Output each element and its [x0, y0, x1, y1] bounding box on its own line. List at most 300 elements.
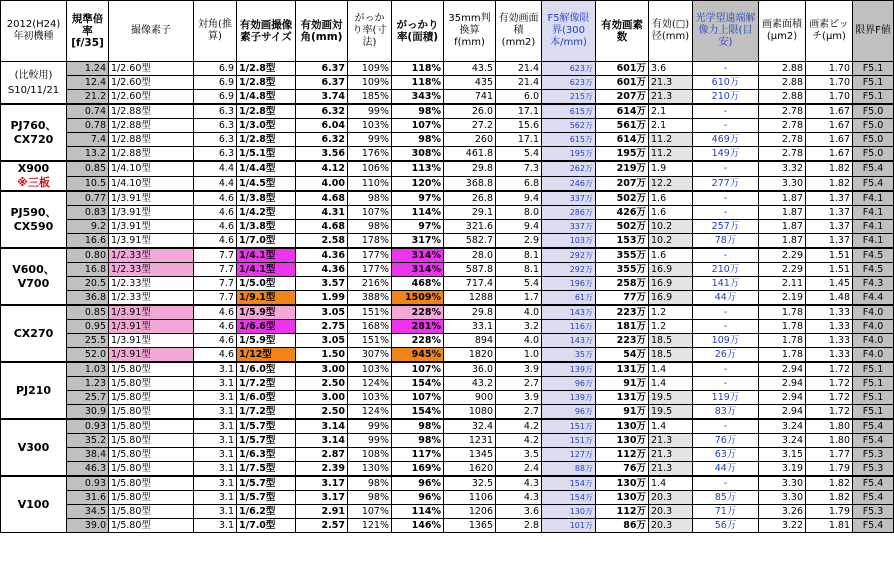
model-name: V300 [17, 440, 50, 454]
cell-pixel-area: 2.88 [759, 90, 806, 105]
cell-f5-limit: 337万 [542, 191, 596, 206]
cell-diagonal: 6.3 [194, 104, 237, 119]
cell-limit-f: F4.1 [853, 220, 894, 234]
cell-aperture: 10.2 [649, 220, 693, 234]
cell-pixel-area: 3.24 [759, 419, 806, 434]
cell-diagonal: 6.3 [194, 133, 237, 147]
cell-pixel-pitch: 1.70 [806, 76, 853, 90]
cell-effective-size: 1/4.5型 [237, 176, 296, 191]
cell-aperture: 20.3 [649, 519, 693, 533]
cell-focal-35mm: 33.1 [444, 320, 496, 334]
cell-loss-dim: 108% [348, 448, 392, 462]
cell-effective-diag: 2.75 [296, 320, 348, 334]
cell-pixel-pitch: 1.33 [806, 348, 853, 363]
table-row [1, 462, 894, 477]
model-cell [1, 161, 67, 191]
cell-optical-limit: 257万 [693, 220, 759, 234]
cell-aperture: 2.1 [649, 104, 693, 119]
cell-effective-diag: 2.39 [296, 462, 348, 477]
cell-pixels: 131万 [596, 391, 649, 405]
cell-ratio: 1.23 [67, 377, 109, 391]
cell-sensor: 1/5.80型 [109, 519, 194, 533]
cell-optical-limit: - [693, 161, 759, 176]
cell-pixels: 207万 [596, 176, 649, 191]
table-row [1, 277, 894, 291]
cell-limit-f: F5.4 [853, 176, 894, 191]
cell-aperture: 21.3 [649, 462, 693, 477]
cell-f5-limit: 127万 [542, 448, 596, 462]
cell-loss-dim: 216% [348, 277, 392, 291]
cell-loss-area: 343% [392, 90, 444, 105]
cell-diagonal: 7.7 [194, 291, 237, 306]
table-body [1, 62, 894, 533]
cell-pixel-pitch: 1.82 [806, 491, 853, 505]
cell-f5-limit: 215万 [542, 90, 596, 105]
table-row [1, 434, 894, 448]
cell-loss-area: 98% [392, 434, 444, 448]
cell-area: 21.4 [496, 76, 542, 90]
cell-sensor: 1/2.60型 [109, 76, 194, 90]
table-row [1, 191, 894, 206]
cell-area: 6.8 [496, 176, 542, 191]
cell-pixel-area: 3.24 [759, 434, 806, 448]
cell-sensor: 1/5.80型 [109, 448, 194, 462]
cell-loss-area: 96% [392, 491, 444, 505]
table-row [1, 519, 894, 533]
cell-optical-limit: 76万 [693, 434, 759, 448]
cell-area: 17.1 [496, 104, 542, 119]
cell-f5-limit: 286万 [542, 206, 596, 220]
cell-aperture: 1.6 [649, 248, 693, 263]
cell-optical-limit: - [693, 305, 759, 320]
cell-optical-limit: - [693, 104, 759, 119]
cell-diagonal: 4.6 [194, 206, 237, 220]
cell-f5-limit: 139万 [542, 362, 596, 377]
cell-sensor: 1/4.10型 [109, 161, 194, 176]
cell-loss-area: 146% [392, 519, 444, 533]
cell-f5-limit: 154万 [542, 476, 596, 491]
cell-optical-limit: 71万 [693, 505, 759, 519]
cell-optical-limit: 119万 [693, 391, 759, 405]
table-row [1, 419, 894, 434]
cell-effective-size: 1/6.6型 [237, 320, 296, 334]
cell-effective-size: 1/7.2型 [237, 405, 296, 420]
cell-area: 3.2 [496, 320, 542, 334]
cell-loss-area: 107% [392, 391, 444, 405]
cell-limit-f: F5.0 [853, 147, 894, 162]
cell-loss-area: 281% [392, 320, 444, 334]
cell-ratio: 0.78 [67, 119, 109, 133]
cell-effective-size: 1/12型 [237, 348, 296, 363]
cell-effective-size: 1/9.1型 [237, 291, 296, 306]
table-row [1, 476, 894, 491]
cell-limit-f: F5.0 [853, 133, 894, 147]
cell-f5-limit: 246万 [542, 176, 596, 191]
cell-area: 2.7 [496, 377, 542, 391]
cell-loss-dim: 130% [348, 462, 392, 477]
cell-pixel-pitch: 1.72 [806, 377, 853, 391]
cell-limit-f: F5.1 [853, 362, 894, 377]
cell-diagonal: 4.6 [194, 305, 237, 320]
cell-area: 6.0 [496, 90, 542, 105]
header-optical-limit: 光学望遠端解像力上限(目安) [693, 1, 759, 62]
cell-loss-dim: 121% [348, 519, 392, 533]
cell-limit-f: F4.4 [853, 291, 894, 306]
cell-pixel-area: 2.94 [759, 362, 806, 377]
cell-area: 2.8 [496, 519, 542, 533]
cell-effective-size: 1/4.1型 [237, 248, 296, 263]
cell-effective-diag: 3.00 [296, 391, 348, 405]
cell-loss-area: 317% [392, 234, 444, 249]
cell-aperture: 21.3 [649, 76, 693, 90]
cell-area: 4.2 [496, 419, 542, 434]
cell-limit-f: F5.1 [853, 377, 894, 391]
header-row [1, 1, 894, 62]
cell-loss-area: 154% [392, 377, 444, 391]
cell-pixels: 223万 [596, 305, 649, 320]
header-aperture: 有効(□)径(mm) [649, 1, 693, 62]
cell-aperture: 1.4 [649, 377, 693, 391]
cell-ratio: 9.2 [67, 220, 109, 234]
cell-effective-diag: 4.31 [296, 206, 348, 220]
model-cell [1, 191, 67, 248]
cell-sensor: 1/3.91型 [109, 234, 194, 249]
cell-effective-size: 1/2.8型 [237, 104, 296, 119]
cell-aperture: 10.2 [649, 234, 693, 249]
cell-optical-limit: 610万 [693, 76, 759, 90]
cell-effective-size: 1/6.3型 [237, 448, 296, 462]
cell-optical-limit: 63万 [693, 448, 759, 462]
cell-focal-35mm: 1080 [444, 405, 496, 420]
cell-focal-35mm: 1365 [444, 519, 496, 533]
cell-optical-limit: 109万 [693, 334, 759, 348]
cell-f5-limit: 262万 [542, 161, 596, 176]
cell-loss-area: 113% [392, 161, 444, 176]
cell-area: 3.5 [496, 448, 542, 462]
cell-aperture: 16.9 [649, 277, 693, 291]
cell-sensor: 1/5.80型 [109, 405, 194, 420]
cell-loss-dim: 307% [348, 348, 392, 363]
cell-focal-35mm: 26.0 [444, 104, 496, 119]
cell-pixel-pitch: 1.70 [806, 90, 853, 105]
cell-loss-area: 97% [392, 220, 444, 234]
cell-f5-limit: 154万 [542, 491, 596, 505]
cell-loss-dim: 124% [348, 377, 392, 391]
cell-focal-35mm: 900 [444, 391, 496, 405]
cell-effective-diag: 4.12 [296, 161, 348, 176]
cell-pixels: 86万 [596, 519, 649, 533]
cell-ratio: 46.3 [67, 462, 109, 477]
cell-limit-f: F5.4 [853, 476, 894, 491]
cell-sensor: 1/3.91型 [109, 220, 194, 234]
cell-effective-diag: 6.37 [296, 62, 348, 76]
cell-focal-35mm: 1288 [444, 291, 496, 306]
cell-effective-diag: 3.00 [296, 362, 348, 377]
cell-f5-limit: 151万 [542, 434, 596, 448]
cell-limit-f: F5.4 [853, 434, 894, 448]
cell-loss-dim: 98% [348, 491, 392, 505]
cell-diagonal: 3.1 [194, 491, 237, 505]
cell-focal-35mm: 1231 [444, 434, 496, 448]
cell-diagonal: 3.1 [194, 519, 237, 533]
cell-pixels: 91万 [596, 377, 649, 391]
cell-limit-f: F4.1 [853, 191, 894, 206]
cell-loss-dim: 103% [348, 391, 392, 405]
cell-aperture: 1.6 [649, 191, 693, 206]
cell-diagonal: 3.1 [194, 434, 237, 448]
cell-loss-dim: 177% [348, 248, 392, 263]
cell-sensor: 1/5.80型 [109, 491, 194, 505]
cell-optical-limit: 469万 [693, 133, 759, 147]
cell-aperture: 18.5 [649, 334, 693, 348]
cell-diagonal: 7.7 [194, 263, 237, 277]
cell-aperture: 1.4 [649, 476, 693, 491]
cell-diagonal: 6.3 [194, 119, 237, 133]
cell-pixel-area: 2.94 [759, 391, 806, 405]
cell-pixel-area: 1.78 [759, 320, 806, 334]
cell-effective-size: 1/4.8型 [237, 90, 296, 105]
cell-optical-limit: - [693, 191, 759, 206]
cell-f5-limit: 623万 [542, 62, 596, 76]
cell-effective-diag: 2.57 [296, 519, 348, 533]
cell-f5-limit: 143万 [542, 305, 596, 320]
cell-limit-f: F5.0 [853, 119, 894, 133]
model-name: PJ760、 CX720 [10, 118, 57, 146]
cell-aperture: 20.3 [649, 491, 693, 505]
cell-pixels: 223万 [596, 334, 649, 348]
cell-pixel-area: 1.87 [759, 206, 806, 220]
cell-f5-limit: 615万 [542, 104, 596, 119]
cell-effective-size: 1/2.8型 [237, 133, 296, 147]
cell-pixels: 130万 [596, 491, 649, 505]
cell-loss-dim: 151% [348, 305, 392, 320]
cell-pixels: 181万 [596, 320, 649, 334]
model-cell [1, 248, 67, 305]
cell-sensor: 1/5.80型 [109, 462, 194, 477]
cell-aperture: 1.6 [649, 206, 693, 220]
cell-focal-35mm: 435 [444, 76, 496, 90]
cell-focal-35mm: 717.4 [444, 277, 496, 291]
table-row [1, 176, 894, 191]
cell-loss-dim: 103% [348, 362, 392, 377]
cell-diagonal: 3.1 [194, 419, 237, 434]
cell-effective-diag: 3.17 [296, 491, 348, 505]
cell-optical-limit: - [693, 419, 759, 434]
cell-effective-size: 1/4.4型 [237, 161, 296, 176]
cell-sensor: 1/5.80型 [109, 505, 194, 519]
table-row [1, 161, 894, 176]
cell-ratio: 21.2 [67, 90, 109, 105]
cell-diagonal: 7.7 [194, 277, 237, 291]
cell-ratio: 0.85 [67, 161, 109, 176]
cell-loss-dim: 103% [348, 119, 392, 133]
cell-loss-dim: 168% [348, 320, 392, 334]
cell-ratio: 0.93 [67, 476, 109, 491]
cell-sensor: 1/3.91型 [109, 320, 194, 334]
cell-limit-f: F5.3 [853, 505, 894, 519]
cell-pixel-pitch: 1.37 [806, 234, 853, 249]
cell-loss-dim: 98% [348, 191, 392, 206]
cell-effective-size: 1/3.8型 [237, 191, 296, 206]
cell-optical-limit: 85万 [693, 491, 759, 505]
cell-pixels: 502万 [596, 191, 649, 206]
cell-diagonal: 3.1 [194, 391, 237, 405]
cell-loss-dim: 388% [348, 291, 392, 306]
cell-ratio: 12.4 [67, 76, 109, 90]
table-row [1, 334, 894, 348]
cell-pixel-area: 2.78 [759, 147, 806, 162]
cell-effective-size: 1/7.0型 [237, 519, 296, 533]
cell-effective-diag: 6.32 [296, 104, 348, 119]
cell-loss-dim: 151% [348, 334, 392, 348]
cell-area: 4.3 [496, 491, 542, 505]
cell-pixel-area: 3.30 [759, 176, 806, 191]
cell-pixel-pitch: 1.72 [806, 362, 853, 377]
cell-area: 17.1 [496, 133, 542, 147]
cell-limit-f: F5.4 [853, 491, 894, 505]
table-row [1, 234, 894, 249]
cell-optical-limit: 56万 [693, 519, 759, 533]
cell-pixel-area: 2.88 [759, 76, 806, 90]
cell-pixel-area: 1.87 [759, 191, 806, 206]
cell-ratio: 13.2 [67, 147, 109, 162]
model-cell [1, 104, 67, 161]
cell-focal-35mm: 1820 [444, 348, 496, 363]
cell-aperture: 21.3 [649, 448, 693, 462]
cell-optical-limit: 78万 [693, 234, 759, 249]
cell-effective-diag: 4.36 [296, 263, 348, 277]
cell-diagonal: 7.7 [194, 248, 237, 263]
model-name: V100 [17, 497, 50, 511]
cell-loss-area: 114% [392, 206, 444, 220]
cell-pixels: 195万 [596, 147, 649, 162]
cell-pixel-pitch: 1.77 [806, 448, 853, 462]
cell-limit-f: F4.1 [853, 206, 894, 220]
cell-loss-dim: 176% [348, 147, 392, 162]
header-model: 2012(H24)年初機種 [1, 1, 67, 62]
cell-limit-f: F5.4 [853, 161, 894, 176]
table-row [1, 263, 894, 277]
cell-focal-35mm: 32.4 [444, 419, 496, 434]
cell-optical-limit: 44万 [693, 462, 759, 477]
cell-diagonal: 6.9 [194, 62, 237, 76]
table-row [1, 377, 894, 391]
cell-ratio: 16.6 [67, 234, 109, 249]
header-sensor: 撮像素子 [109, 1, 194, 62]
cell-loss-area: 117% [392, 448, 444, 462]
cell-ratio: 7.4 [67, 133, 109, 147]
cell-effective-size: 1/3.8型 [237, 220, 296, 234]
cell-pixel-pitch: 1.33 [806, 320, 853, 334]
cell-effective-diag: 3.14 [296, 434, 348, 448]
cell-pixel-area: 3.30 [759, 476, 806, 491]
cell-focal-35mm: 1106 [444, 491, 496, 505]
cell-ratio: 30.9 [67, 405, 109, 420]
cell-ratio: 25.7 [67, 391, 109, 405]
cell-f5-limit: 615万 [542, 133, 596, 147]
cell-effective-diag: 3.57 [296, 277, 348, 291]
cell-aperture: 11.2 [649, 133, 693, 147]
cell-pixels: 219万 [596, 161, 649, 176]
cell-sensor: 1/2.33型 [109, 248, 194, 263]
cell-pixels: 614万 [596, 104, 649, 119]
cell-pixels: 112万 [596, 448, 649, 462]
cell-loss-dim: 99% [348, 419, 392, 434]
cell-sensor: 1/5.80型 [109, 419, 194, 434]
cell-pixels: 601万 [596, 76, 649, 90]
cell-pixel-area: 2.88 [759, 62, 806, 76]
cell-focal-35mm: 27.2 [444, 119, 496, 133]
cell-f5-limit: 101万 [542, 519, 596, 533]
cell-pixel-pitch: 1.81 [806, 519, 853, 533]
cell-effective-size: 1/4.2型 [237, 206, 296, 220]
cell-effective-size: 1/2.8型 [237, 76, 296, 90]
table-row [1, 305, 894, 320]
cell-loss-dim: 98% [348, 220, 392, 234]
cell-sensor: 1/5.80型 [109, 434, 194, 448]
cell-loss-dim: 99% [348, 133, 392, 147]
cell-limit-f: F4.0 [853, 305, 894, 320]
cell-limit-f: F4.5 [853, 263, 894, 277]
cell-loss-dim: 109% [348, 62, 392, 76]
cell-area: 9.4 [496, 191, 542, 206]
cell-area: 5.4 [496, 277, 542, 291]
cell-pixels: 601万 [596, 62, 649, 76]
cell-ratio: 39.0 [67, 519, 109, 533]
cell-loss-area: 1509% [392, 291, 444, 306]
cell-optical-limit: - [693, 119, 759, 133]
cell-diagonal: 4.6 [194, 234, 237, 249]
table-row [1, 491, 894, 505]
cell-pixels: 112万 [596, 505, 649, 519]
cell-focal-35mm: 43.5 [444, 62, 496, 76]
cell-focal-35mm: 29.1 [444, 206, 496, 220]
table-row [1, 291, 894, 306]
cell-area: 4.2 [496, 434, 542, 448]
model-name: X900 [17, 162, 50, 175]
cell-effective-diag: 3.17 [296, 476, 348, 491]
cell-loss-area: 169% [392, 462, 444, 477]
cell-loss-area: 228% [392, 334, 444, 348]
cell-pixel-area: 3.30 [759, 491, 806, 505]
table-row [1, 505, 894, 519]
cell-f5-limit: 88万 [542, 462, 596, 477]
cell-loss-area: 120% [392, 176, 444, 191]
table-row [1, 248, 894, 263]
cell-pixel-pitch: 1.37 [806, 206, 853, 220]
cell-ratio: 35.2 [67, 434, 109, 448]
cell-aperture: 11.2 [649, 147, 693, 162]
model-cell [1, 305, 67, 362]
cell-loss-area: 97% [392, 191, 444, 206]
cell-pixels: 502万 [596, 220, 649, 234]
cell-area: 21.4 [496, 62, 542, 76]
header-area: 有効画面積(mm2) [496, 1, 542, 62]
cell-pixel-pitch: 1.67 [806, 119, 853, 133]
model-cell [1, 362, 67, 419]
cell-limit-f: F4.0 [853, 348, 894, 363]
cell-area: 4.0 [496, 305, 542, 320]
cell-pixels: 207万 [596, 90, 649, 105]
cell-effective-size: 1/6.2型 [237, 505, 296, 519]
header-ratio: 規準倍率[f/35] [67, 1, 109, 62]
cell-pixel-area: 3.15 [759, 448, 806, 462]
cell-effective-diag: 6.37 [296, 76, 348, 90]
cell-focal-35mm: 587.8 [444, 263, 496, 277]
cell-f5-limit: 337万 [542, 220, 596, 234]
cell-diagonal: 4.6 [194, 334, 237, 348]
table-row [1, 119, 894, 133]
